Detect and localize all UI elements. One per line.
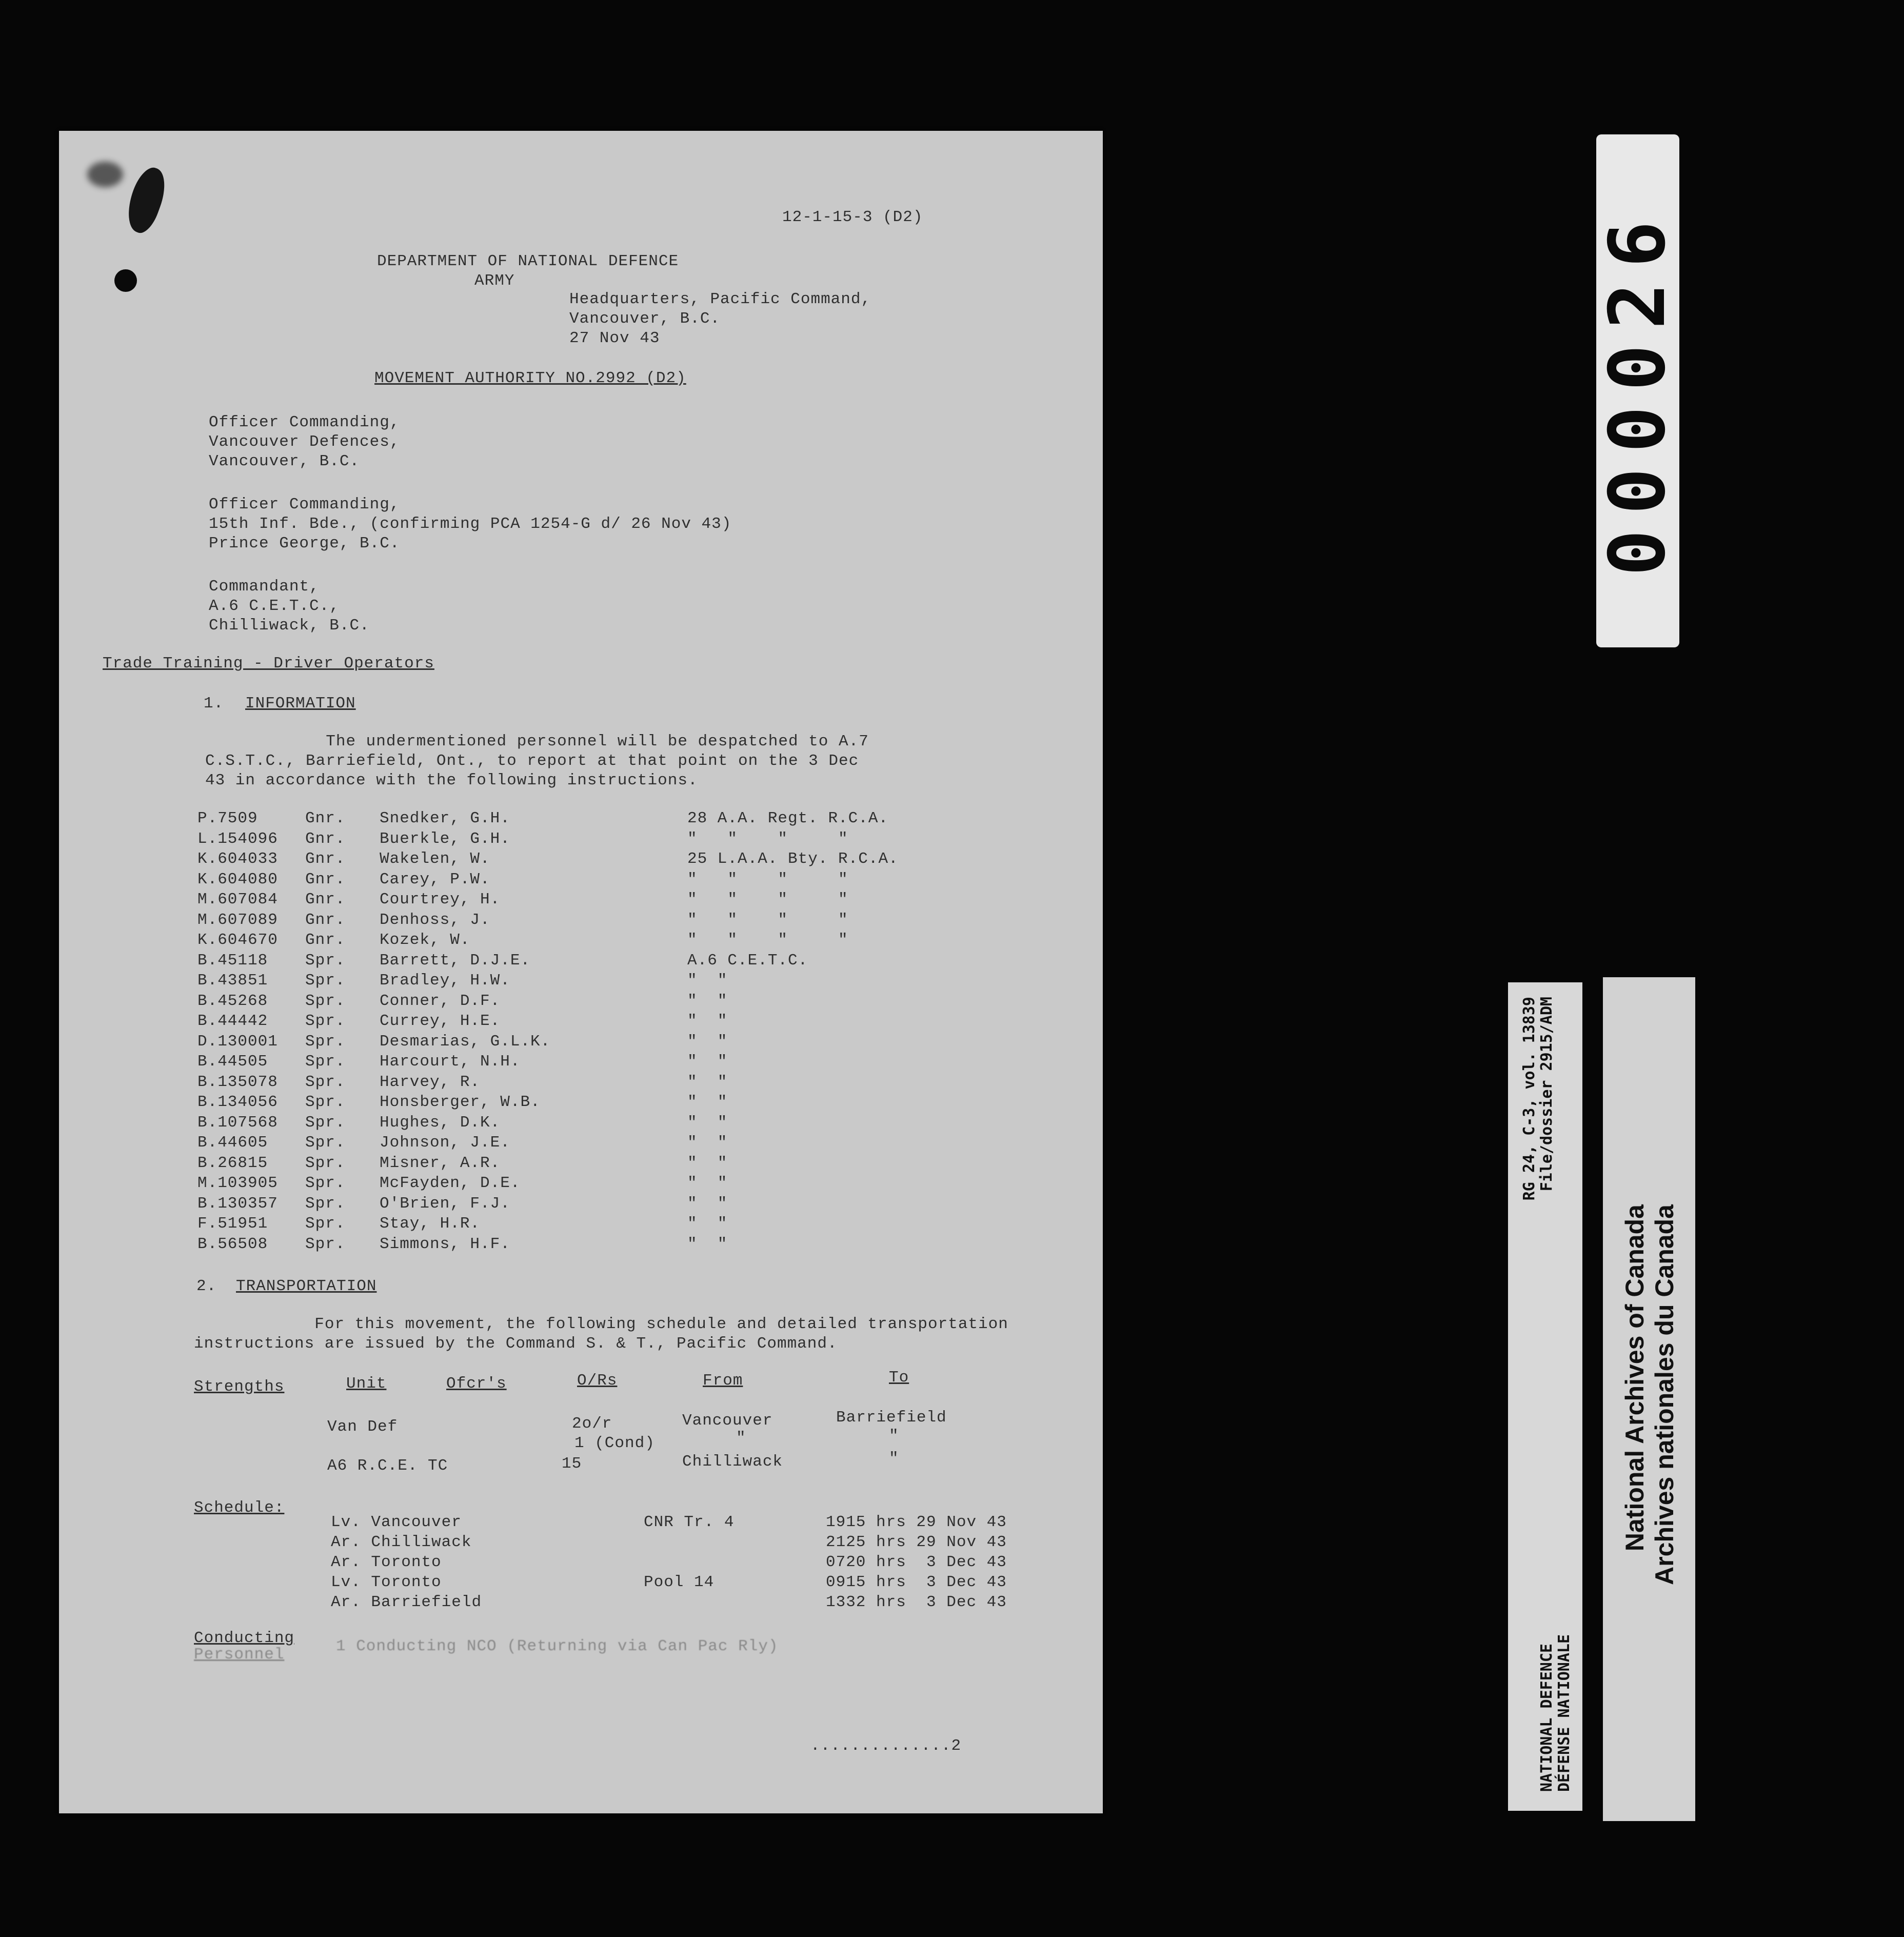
person-name: Honsberger, W.B. [380, 1093, 541, 1111]
strengths-label: Strengths [194, 1378, 285, 1396]
subject-line: Trade Training - Driver Operators [103, 655, 434, 673]
rank: Spr. [305, 1174, 346, 1192]
recipient-line: Vancouver Defences, [209, 433, 400, 451]
service-number: B.56508 [197, 1235, 268, 1253]
recipient-line: Vancouver, B.C. [209, 452, 360, 470]
paragraph-line: The undermentioned personnel will be despatched to A.7 [205, 733, 869, 750]
unit: " " [687, 1154, 728, 1172]
address-line: Headquarters, Pacific Command, [569, 290, 871, 308]
unit: " " [687, 1134, 728, 1152]
schedule-time: 1332 hrs 3 Dec 43 [826, 1593, 1007, 1611]
unit: " " [687, 1114, 728, 1132]
archive-reference-label [1508, 982, 1582, 1811]
service-number: B.130357 [197, 1195, 278, 1213]
schedule-station: Ar. Chilliwack [331, 1533, 472, 1551]
unit: " " " " [687, 871, 848, 888]
unit: " " [687, 1073, 728, 1091]
unit: " " [687, 1093, 728, 1111]
strength-from: Chilliwack [682, 1453, 783, 1471]
conducting-label: Personnel [194, 1646, 285, 1664]
column-header-to: To [889, 1369, 909, 1387]
document-title: MOVEMENT AUTHORITY NO.2992 (D2) [374, 369, 686, 387]
rank: Spr. [305, 1093, 346, 1111]
service-number: B.135078 [197, 1073, 278, 1091]
page-continuation: ..............2 [810, 1737, 962, 1755]
recipient-line: Commandant, [209, 578, 320, 596]
reference-line: RG 24, C-3, vol. 13839 [1520, 996, 1538, 1200]
archives-name-en: National Archives of Canada [1620, 1204, 1649, 1551]
unit: " " [687, 972, 728, 990]
service-number: B.134056 [197, 1093, 278, 1111]
paragraph-line: For this movement, the following schedule and detailed transportation [194, 1315, 1008, 1333]
rank: Gnr. [305, 809, 346, 827]
rank: Spr. [305, 1154, 346, 1172]
person-name: Desmarias, G.L.K. [380, 1033, 551, 1051]
unit: 25 L.A.A. Bty. R.C.A. [687, 850, 899, 868]
person-name: Johnson, J.E. [380, 1134, 510, 1152]
rank: Spr. [305, 992, 346, 1010]
person-name: Harvey, R. [380, 1073, 481, 1091]
strength-from: Vancouver [682, 1412, 773, 1430]
person-name: Currey, H.E. [380, 1012, 501, 1030]
rank: Spr. [305, 1235, 346, 1253]
frame-number: 000026 [1593, 206, 1682, 576]
service-number: K.604080 [197, 871, 278, 888]
paragraph-line: 43 in accordance with the following instructions. [205, 772, 698, 789]
schedule-station: Ar. Barriefield [331, 1593, 482, 1611]
ink-blot [121, 164, 172, 237]
document-page [59, 131, 1103, 1813]
column-header-unit: Unit [346, 1375, 387, 1393]
unit: " " [687, 1053, 728, 1071]
ink-blot [87, 162, 123, 187]
paragraph-line: C.S.T.C., Barriefield, Ont., to report at that point on the 3 Dec [205, 752, 859, 770]
reference-line: File/dossier 2915/ADM [1537, 996, 1556, 1191]
person-name: Hughes, D.K. [380, 1114, 501, 1132]
person-name: Snedker, G.H. [380, 809, 510, 827]
schedule-station: Lv. Toronto [331, 1573, 442, 1591]
schedule-time: 1915 hrs 29 Nov 43 [826, 1513, 1007, 1531]
recipient-line: Chilliwack, B.C. [209, 617, 370, 635]
strength-from: " [736, 1429, 746, 1447]
service-number: K.604033 [197, 850, 278, 868]
schedule-train: CNR Tr. 4 [644, 1513, 735, 1531]
schedule-label: Schedule: [194, 1499, 285, 1517]
archives-name-fr: Archives nationales du Canada [1650, 1204, 1679, 1585]
service-number: B.45268 [197, 992, 268, 1010]
person-name: Wakelen, W. [380, 850, 490, 868]
service-number: B.45118 [197, 952, 268, 970]
rank: Spr. [305, 952, 346, 970]
date-line: 27 Nov 43 [569, 329, 660, 347]
department-name: DEPARTMENT OF NATIONAL DEFENCE [377, 252, 679, 270]
strength-ors: 1 (Cond) [574, 1434, 655, 1452]
service-number: M.607084 [197, 891, 278, 908]
paragraph-line: instructions are issued by the Command S. & T., Pacific Command. [194, 1335, 838, 1353]
person-name: Misner, A.R. [380, 1154, 501, 1172]
unit: " " [687, 1235, 728, 1253]
person-name: Harcourt, N.H. [380, 1053, 521, 1071]
personnel-list [197, 809, 941, 1394]
rank: Spr. [305, 1114, 346, 1132]
strength-ors: 15 [562, 1455, 582, 1473]
strength-unit: A6 R.C.E. TC [327, 1457, 448, 1475]
unit: " " " " [687, 891, 848, 908]
section-number: 1. [204, 695, 224, 713]
column-header-ors: O/Rs [577, 1372, 618, 1390]
recipient-line: A.6 C.E.T.C., [209, 597, 340, 615]
person-name: Simmons, H.F. [380, 1235, 510, 1253]
unit: " " " " [687, 931, 848, 949]
rank: Spr. [305, 1012, 346, 1030]
strength-to: " [889, 1427, 899, 1445]
unit: " " " " [687, 911, 848, 929]
rank: Spr. [305, 1134, 346, 1152]
schedule-time: 0720 hrs 3 Dec 43 [826, 1553, 1007, 1571]
recipient-line: Prince George, B.C. [209, 535, 400, 552]
rank: Gnr. [305, 830, 346, 848]
rank: Gnr. [305, 891, 346, 908]
unit: " " [687, 1195, 728, 1213]
service-number: B.44442 [197, 1012, 268, 1030]
rank: Gnr. [305, 871, 346, 888]
strength-to: Barriefield [836, 1409, 947, 1427]
schedule-time: 2125 hrs 29 Nov 43 [826, 1533, 1007, 1551]
unit: " " [687, 1215, 728, 1233]
recipient-line: 15th Inf. Bde., (confirming PCA 1254-G d/ 26 Nov 43) [209, 515, 732, 533]
defence-line: NATIONAL DEFENCE [1537, 1643, 1556, 1792]
service-number: B.26815 [197, 1154, 268, 1172]
service-number: B.44605 [197, 1134, 268, 1152]
schedule-time: 0915 hrs 3 Dec 43 [826, 1573, 1007, 1591]
unit: 28 A.A. Regt. R.C.A. [687, 809, 889, 827]
address-line: Vancouver, B.C. [569, 310, 721, 328]
section-number: 2. [196, 1277, 217, 1295]
punch-hole [114, 269, 137, 292]
schedule-station: Lv. Vancouver [331, 1513, 462, 1531]
person-name: Bradley, H.W. [380, 972, 510, 990]
national-archives-label [1603, 977, 1695, 1821]
rank: Gnr. [305, 850, 346, 868]
file-reference: 12-1-15-3 (D2) [782, 208, 923, 226]
schedule-list [331, 1513, 1049, 1615]
unit: " " [687, 992, 728, 1010]
defence-line: DÉFENSE NATIONALE [1555, 1634, 1573, 1792]
service-number: L.154096 [197, 830, 278, 848]
rank: Spr. [305, 1053, 346, 1071]
strength-to: " [889, 1450, 899, 1468]
person-name: Courtrey, H. [380, 891, 501, 908]
frame-number-stamp [1593, 134, 1682, 647]
person-name: O'Brien, F.J. [380, 1195, 510, 1213]
person-name: Stay, H.R. [380, 1215, 481, 1233]
unit: " " [687, 1174, 728, 1192]
service-number: M.607089 [197, 911, 278, 929]
unit: " " [687, 1033, 728, 1051]
schedule-train: Pool 14 [644, 1573, 715, 1591]
department-branch: ARMY [474, 272, 515, 290]
schedule-station: Ar. Toronto [331, 1553, 442, 1571]
service-number: B.44505 [197, 1053, 268, 1071]
section-heading: TRANSPORTATION [236, 1277, 377, 1295]
rank: Spr. [305, 1033, 346, 1051]
strength-unit: Van Def [327, 1418, 398, 1436]
rank: Spr. [305, 972, 346, 990]
column-header-from: From [703, 1372, 743, 1390]
rank: Gnr. [305, 911, 346, 929]
unit: A.6 C.E.T.C. [687, 952, 808, 970]
rank: Spr. [305, 1073, 346, 1091]
person-name: Barrett, D.J.E. [380, 952, 531, 970]
unit: " " [687, 1012, 728, 1030]
service-number: P.7509 [197, 809, 258, 827]
service-number: D.130001 [197, 1033, 278, 1051]
service-number: K.604670 [197, 931, 278, 949]
conducting-label: Conducting [194, 1629, 295, 1647]
column-header-ofcrs: Ofcr's [446, 1375, 507, 1393]
strength-ors: 2o/r [572, 1415, 612, 1433]
service-number: B.107568 [197, 1114, 278, 1132]
rank: Spr. [305, 1215, 346, 1233]
service-number: F.51951 [197, 1215, 268, 1233]
service-number: B.43851 [197, 972, 268, 990]
service-number: M.103905 [197, 1174, 278, 1192]
section-heading: INFORMATION [245, 695, 356, 713]
person-name: Denhoss, J. [380, 911, 490, 929]
person-name: Carey, P.W. [380, 871, 490, 888]
conducting-text: 1 Conducting NCO (Returning via Can Pac Rly) [336, 1637, 779, 1655]
person-name: Buerkle, G.H. [380, 830, 510, 848]
person-name: Kozek, W. [380, 931, 470, 949]
unit: " " " " [687, 830, 848, 848]
rank: Gnr. [305, 931, 346, 949]
recipient-line: Officer Commanding, [209, 496, 400, 513]
person-name: McFayden, D.E. [380, 1174, 521, 1192]
recipient-line: Officer Commanding, [209, 413, 400, 431]
person-name: Conner, D.F. [380, 992, 501, 1010]
rank: Spr. [305, 1195, 346, 1213]
